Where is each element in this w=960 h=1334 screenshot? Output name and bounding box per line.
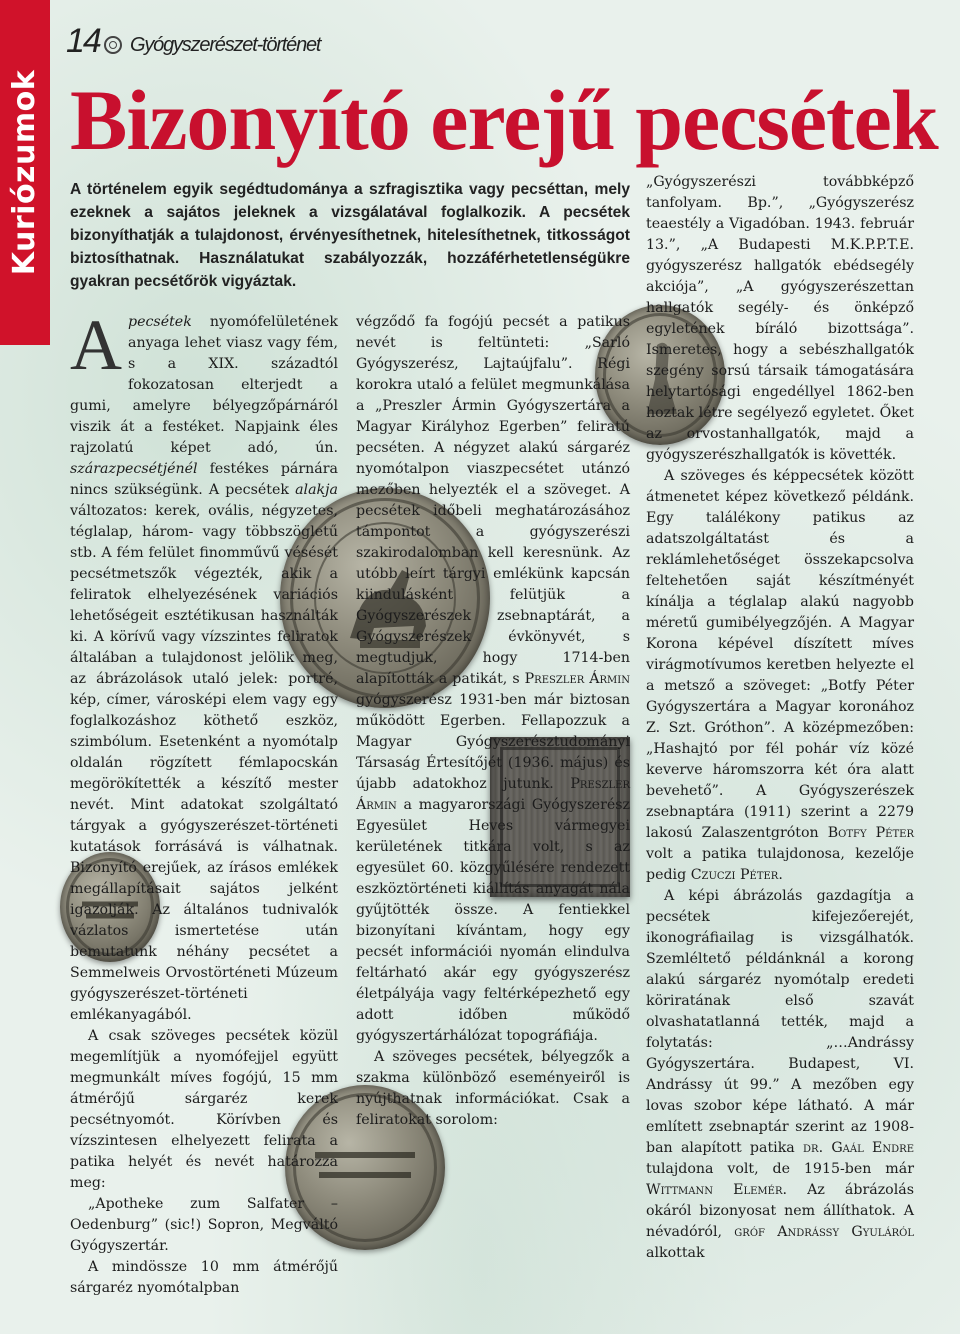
page-number: 14 <box>66 22 100 60</box>
person-name: Preszler Ármin <box>356 776 630 813</box>
paragraph: végződő fa fogójú pecsét a patikus nevét is feltünteti: „Sarló Gyógyszerész, Lajtaújfalu”. Régi korokra utaló a felület megmunkálása a „Preszler Ármin Gyógyszertára a Magyar Királyhoz Egerben” feliratú pecséten. A négyzet alakú sárgaréz nyomótalpon viaszpecsétet utánzó mezőben helyezték el a szöveget. A pecsétek időbeli meghatározásához támpontot a gyógyszerészi szakirodalomban kell keresnünk. Az utóbb leírt tárgyi emlékünk kapcsán kiindulásként felütjük a Gyógyszerészek zsebnaptárát, a Gyógyszerészek évkönyvét, s megtudjuk, hogy 1714-ben alapították a patikát, s Preszler Ármin gyógyszerész 1931-ben már biztosan működött Egerben. Fellapozzuk a Magyar Gyógyszerésztudományi Társaság Értesítőjét (1936. május) és újabb adatokhoz jutunk. Preszler Ármin a magyarországi Gyógyszerész Egyesület Heves vármegyei kerületének titkára volt, s az egyesület 60. közgyűlésére rendezett eszköztörténeti kiállítás anyagát nála gyűjtötték össze. A fentiekkel bizonyítani kívántam, hogy egy pecsét információi nyomán elindulva feltárható akár egy gyógyszerész életpályája vagy feltérképezhető egy adott időben működő gyógyszertárhálózat topográfiája. <box>356 314 630 1044</box>
article-lead: A történelem egyik segédtudománya a szfragisztika vagy pecséttan, mely ezeknek a sajátos jeleknek a vizsgálatával foglalkozik. A pecsétek bizonyíthatják a tulajdonost, érvényesíthetnek, hitelesíthetnek, titkosságot biztosíthatnak. Használatukat szabályozzák, hozzáférhetetlenségükre gyakran pecsétőrök vigyáztak. <box>70 181 630 290</box>
paragraph: A képi ábrázolás gazdagítja a pecsétek kifejezőerejét, ikonográfiailag is vizsgálhatók. Szemléltető példánknál a korong alakú sárgaréz nyomótalp eredeti köriratának első szavát olvashatatlanná tették, majd a folytatás: „…Andrássy Gyógyszertára. Budapest, VI. Andrássy út 99.” A mezőben egy lovas szobor képe látható. A már említett zsebnaptár szerint az 1908-ban alapított patika dr. Gaál Endre tulajdona volt, de 1915-ben már Wittmann Elemér. Az ábrázolás okáról bizonyosat nem állíthatok. A névadóról, gróf Andrássy Gyuláról alkottak <box>646 888 914 1261</box>
person-name: Czuczi Péter <box>690 867 779 883</box>
sidebar-band <box>0 0 50 345</box>
paragraph: A szöveges és képpecsétek között átmenetet képez következő példánk. Egy találékony patikus az adatszolgáltatást és a reklámlehetőséget összekapcsolva feltehetően saját készítményét kínálja a téglalap alakú nagyobb méretű gumibélyegzőjén. A Magyar Korona képével díszített míves virágmotívumos keretben helyezte el a metsző a szöveget: „Botfy Péter Gyógyszertára a Magyar koronához Z. Szt. Gróthon”. A középmezőben: „Hashajtó por fél pohár víz közé keverve háromszorra két óra alatt bevehető”. A Gyógyszerészek zsebnaptára (1911) szerint a 2279 lakosú Zalaszentgróton Botfy Péter volt a patika tulajdonosa, kezelője pedig Czuczi Péter. <box>646 468 914 883</box>
paragraph: A csak szöveges pecsétek közül megemlítjük a nyomófejjel együtt megmunkált míves fogójú, 15 mm átmérőjű sárgaréz kerek pecsétnyomót. Körívben és vízszintesen elhelyezett felirata a patika helyét és nevét határozza meg: <box>70 1028 338 1191</box>
paragraph: A szöveges pecsétek, bélyegzők a szakma különböző eseményeiről is nyújthatnak információkat. Csak a feliratokat sorolom: <box>356 1049 630 1128</box>
paragraph: A pecsétek nyomófelületének anyaga lehet viasz vagy fém, s a XIX. századtól fokozatosan elterjedt a gumi, amelyre bélyegzőpárnáról viszik át a festéket. Napjaink éles rajzolatú képet adó, ún. szárazpecsétjénél festékes párnára nincs szükségünk. A pecsétek alakja változatos: kerek, ovális, négyzetes, téglalap, három- vagy többszögletű stb. A fém felület finomművű vésését pecsétmetszők végezték, akik a feliratok elhelyezésének variációs lehetőségeit esztétikusan használták ki. A körívű vagy vízszintes feliratok általában a tulajdonost jelölik meg, az ábrázolások utaló jelek: portré, kép, címer, városképi elem vagy egy foglalkozáshoz köthető eszköz, szimbólum. Esetenként a nyomótalp oldalán rögzített fémlapocskán megörökítették a készítő mester nevét. Mint adatokat szolgáltató tárgyak a gyógyszerészet-történeti kutatások forrásává is válhatnak. Bizonyító erejűek, az írásos emlékek megállapításait sajátos jelként igazolják. Az általános tudnivalók vázlatos ismertetése után bemutatunk néhány pecsétet a Semmelweis Orvostörténeti Múzeum gyógyszerészet-történeti emlékanyagából. <box>70 305 338 1023</box>
section-label: Kuriózumok <box>7 69 42 276</box>
paragraph: A mindössze 10 mm átmérőjű sárgaréz nyomótalpban <box>70 1259 338 1296</box>
drop-cap: A <box>70 305 122 385</box>
section-name: Gyógyszerészet-történet <box>130 34 321 56</box>
person-name: Preszler Ármin <box>524 671 630 687</box>
ornament-icon <box>104 36 122 54</box>
person-name: Wittmann Elemér <box>646 1182 783 1198</box>
person-name: dr. Gaál Endre <box>803 1140 914 1156</box>
article-title: Bizonyító erejű pecsétek <box>70 72 938 168</box>
column-2 <box>356 312 630 1131</box>
quote: „Apotheke zum Salfater – Oedenburg” (sic!) Sopron, Megváltó Gyógyszertár. <box>70 1196 338 1254</box>
column-1 <box>70 305 338 1299</box>
person-name: Botfy Péter <box>827 825 914 841</box>
intro-term: pecsétek <box>128 314 192 330</box>
person-name: gróf Andrássy Gyuláról <box>734 1224 914 1240</box>
paragraph: „Gyógyszerészi továbbképző tanfolyam. Bp.”, „Gyógyszerész teaestély a Vigadóban. 1943. február 13.”, „A Budapesti M.K.P.P.T.E. gyógyszerész hallgatók ebédsegély akciója”, „A gyógyszerészettan hallgatók segély- és önképző egyletének bíráló bizottsága”. Ismeretes, hogy a sebészhallgatók szegény sorsú társaik támogatására helytartósági engedéllyel 1862-ben hoztak létre segélyező egyletet. Őket az orvostanhallgatók, majd a gyógyszerészhallgatók is követték. <box>646 174 914 463</box>
column-3 <box>646 172 914 1264</box>
